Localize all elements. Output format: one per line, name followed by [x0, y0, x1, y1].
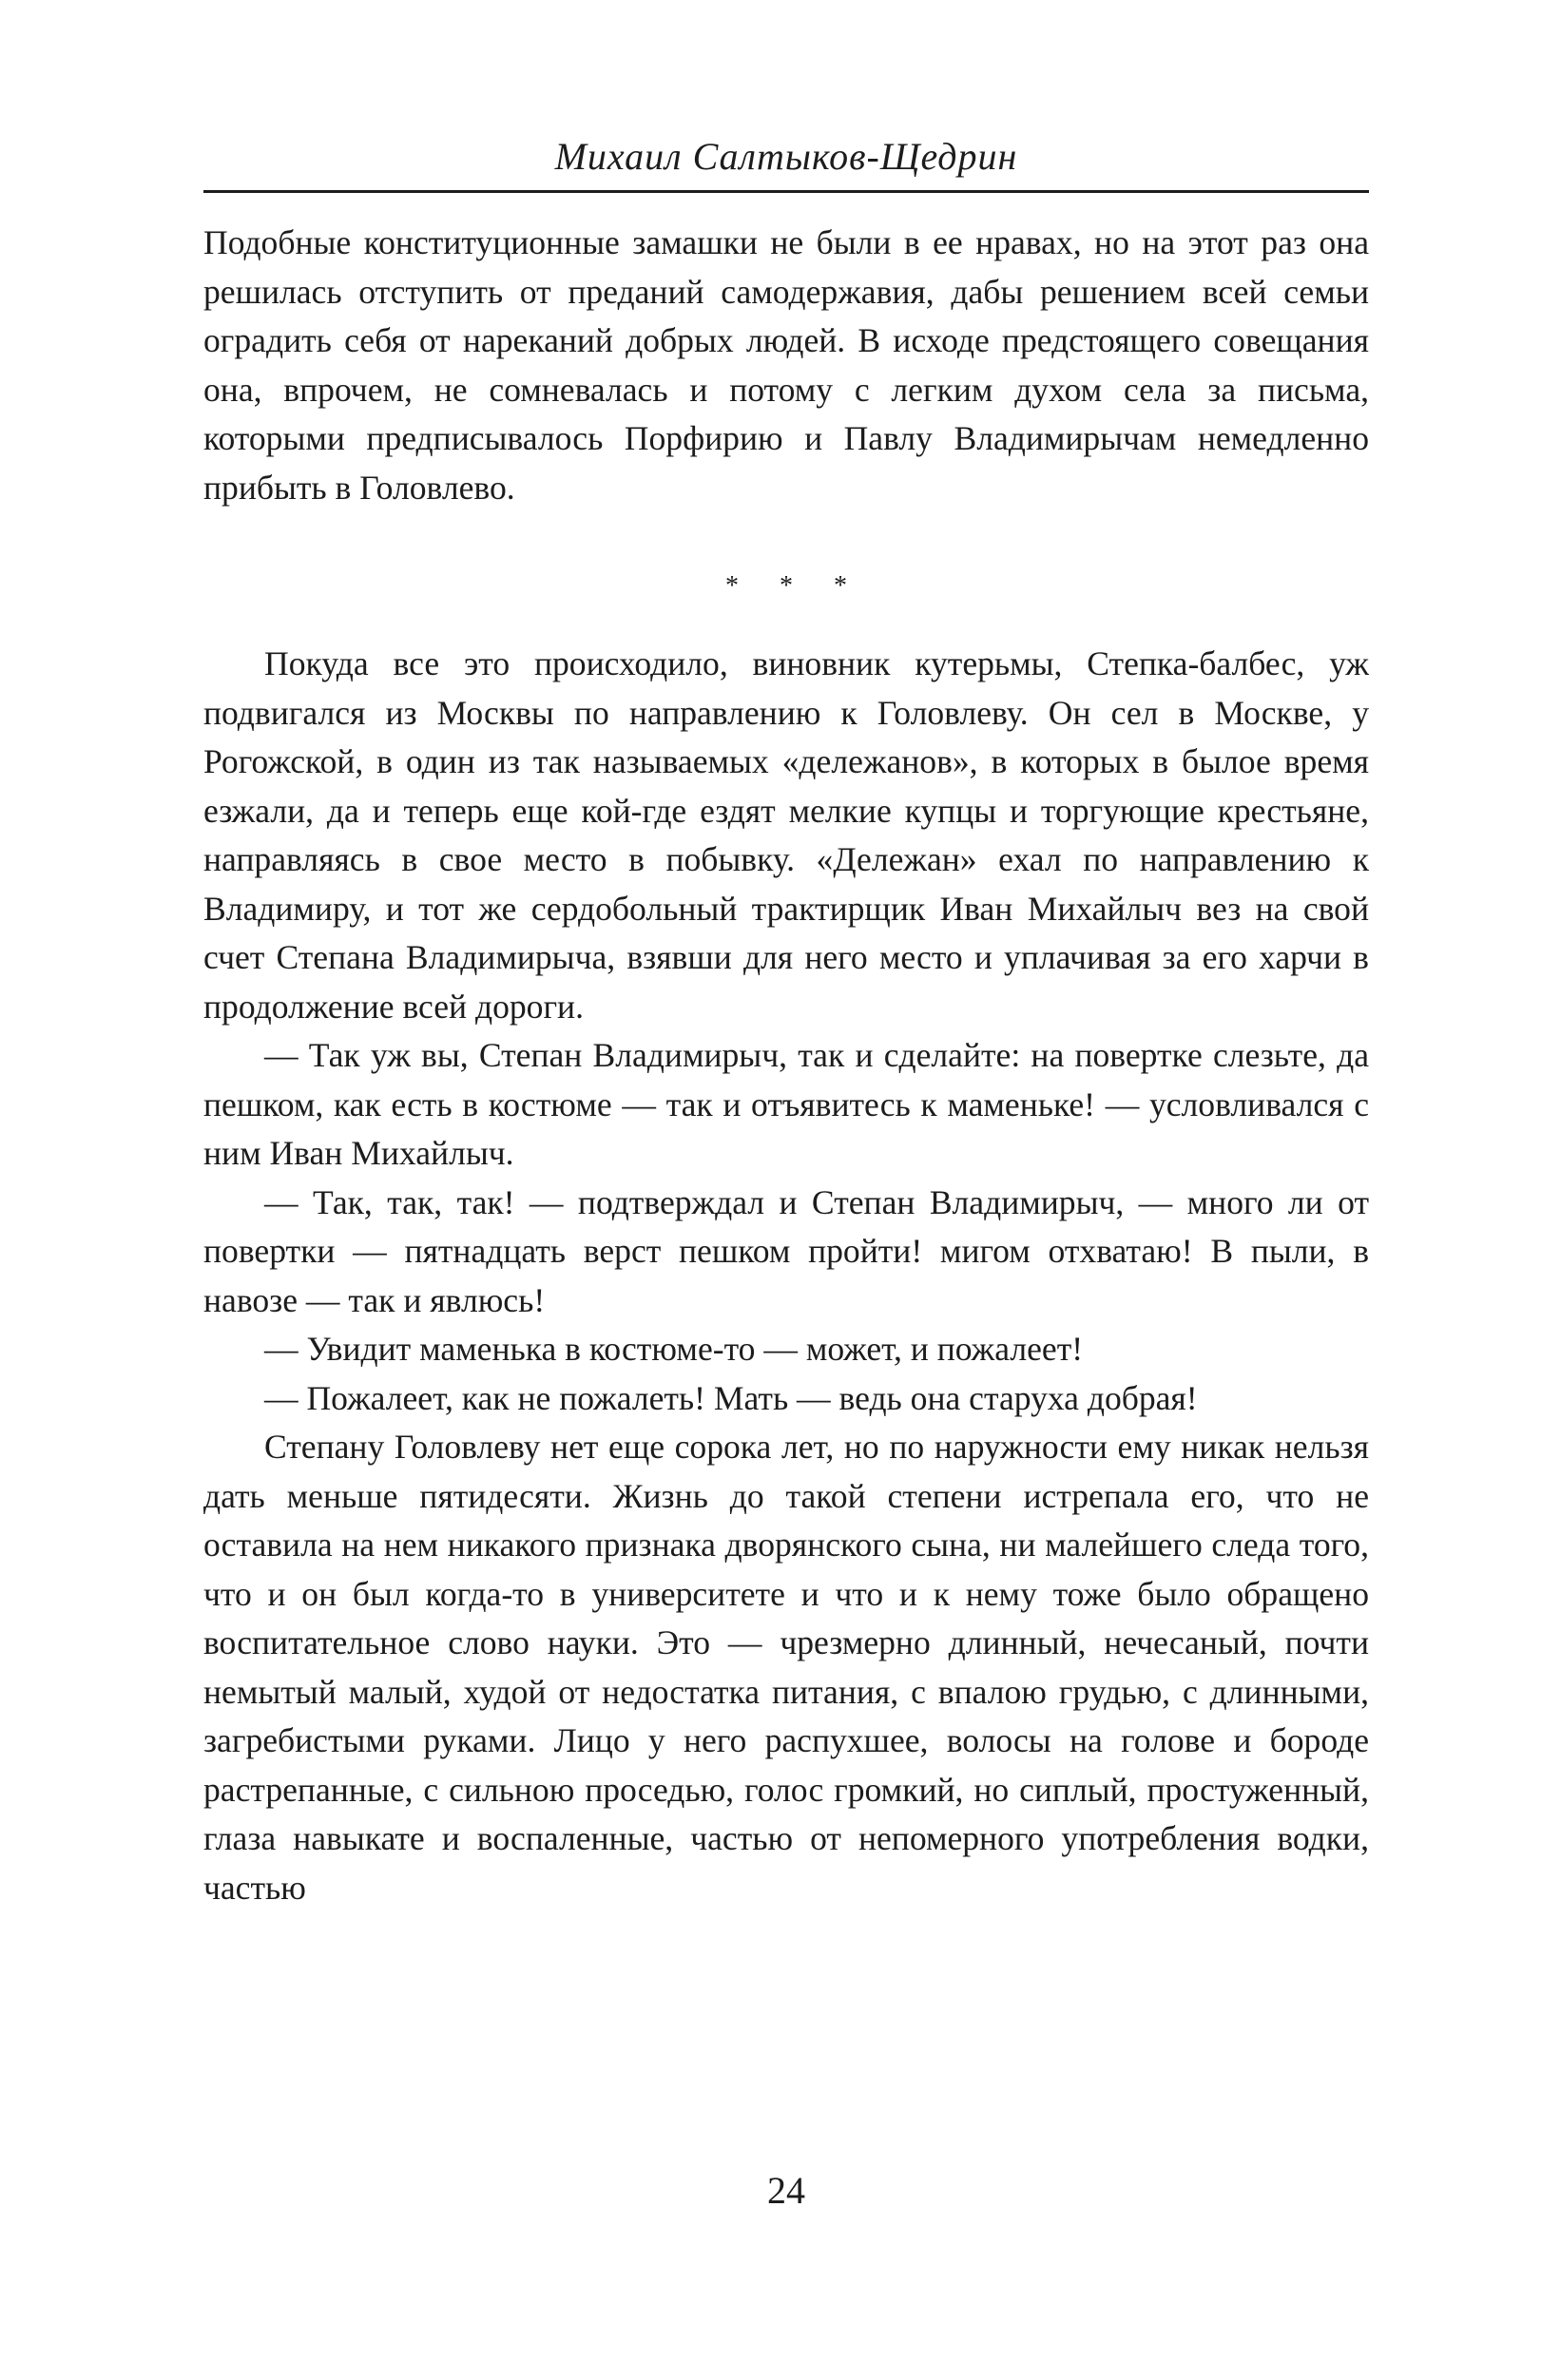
- paragraph: Покуда все это происходило, виновник кутерьмы, Степка-балбес, уж подвигался из Москвы по направлению к Головлеву. Он сел в Москве, у Рогожской, в один из так называемых «дележанов», в которых в былое время езжали, да и теперь еще кой-где ездят мелкие купцы и торгующие крестьяне, направляясь в свое место в побывку. «Дележан» ехал по направлению к Владимиру, и тот же сердобольный трактирщик Иван Михайлыч вез на свой счет Степана Владимирыча, взявши для него место и уплачивая за его харчи в продолжение всей дороги.: [203, 644, 1369, 1026]
- dialogue-line: — Пожалеет, как не пожалеть! Мать — ведь она старуха добрая!: [264, 1378, 1198, 1417]
- section-separator: * * *: [725, 571, 864, 601]
- dialogue-line: — Так, так, так! — подтверждал и Степан Владимирыч, — много ли от повертки — пятнадцать верст пешком пройти! мигом отхватаю! В пыли, в навозе — так и явлюсь!: [203, 1182, 1369, 1319]
- dialogue-line: — Увидит маменька в костюме-то — может, и пожалеет!: [264, 1330, 1084, 1368]
- header-rule: [203, 190, 1369, 193]
- body-text: [203, 219, 1369, 1912]
- book-page: [203, 114, 1369, 2300]
- dialogue-line: — Так уж вы, Степан Владимирыч, так и сделайте: на повертке слезьте, да пешком, как есть в костюме — так и отъявитесь к маменьке! — условливался с ним Иван Михайлыч.: [203, 1036, 1369, 1172]
- paragraph: Подобные конституционные замашки не были в ее нравах, но на этот раз она решилась отступить от преданий самодержавия, дабы решением всей семьи оградить себя от нареканий добрых людей. В исходе предстоящего совещания она, впрочем, не сомневалась и потому с легким духом села за письма, которыми предписывалось Порфирию и Павлу Владимирычам немедленно прибыть в Головлево.: [203, 223, 1369, 507]
- paragraph: Степану Головлеву нет еще сорока лет, но по наружности ему никак нельзя дать меньше пятидесяти. Жизнь до такой степени истрепала его, что не оставила на нем никакого признака дворянского сына, ни малейшего следа того, что и он был когда-то в университете и что и к нему тоже было обращено воспитательное слово науки. Это — чрезмерно длинный, нечесаный, почти немытый малый, худой от недостатка питания, с впалою грудью, с длинными, загребистыми руками. Лицо у него распухшее, волосы на голове и бороде растрепанные, с сильною проседью, голос громкий, но сиплый, простуженный, глаза навыкате и воспаленные, частью от непомерного употребления водки, частью: [203, 1428, 1369, 1907]
- page-number: 24: [767, 2169, 805, 2212]
- running-title: Михаил Салтыков-Щедрин: [554, 135, 1018, 178]
